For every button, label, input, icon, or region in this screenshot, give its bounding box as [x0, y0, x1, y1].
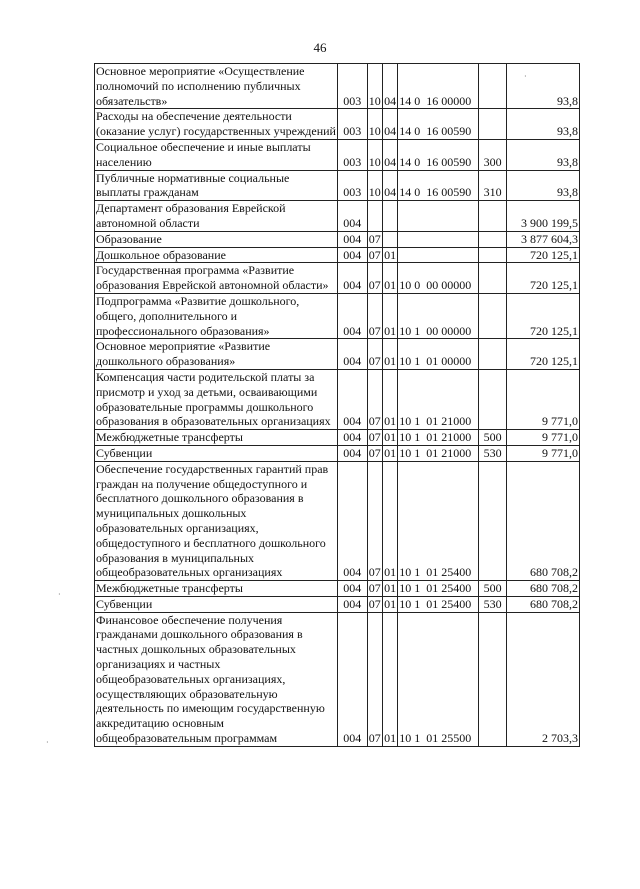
- target-article-code: 14 0 16 00590: [398, 170, 479, 201]
- row-name: Департамент образования Еврейской автономной области: [95, 201, 338, 232]
- subsection-code: [382, 201, 397, 232]
- expense-type-code: 500: [478, 581, 507, 597]
- row-name: Публичные нормативные социальные выплаты гражданам: [95, 170, 338, 201]
- ministry-code: 003: [338, 64, 368, 109]
- target-article-code: 10 1 01 21000: [398, 369, 479, 429]
- scan-speck: ·: [58, 590, 61, 599]
- amount: 680 708,2: [507, 596, 580, 612]
- expense-type-code: [478, 339, 507, 370]
- section-code: 07: [367, 263, 382, 294]
- target-article-code: 14 0 16 00590: [398, 139, 479, 170]
- table-row: [95, 170, 580, 201]
- ministry-code: 004: [338, 461, 368, 580]
- page-number: 46: [313, 40, 327, 55]
- target-article-code: [398, 201, 479, 232]
- table-row: [95, 581, 580, 597]
- ministry-code: 004: [338, 339, 368, 370]
- ministry-code: 003: [338, 139, 368, 170]
- section-code: 07: [367, 293, 382, 338]
- table-row: [95, 461, 580, 580]
- amount: 3 877 604,3: [507, 231, 580, 247]
- ministry-code: 004: [338, 201, 368, 232]
- amount: 93,8: [507, 64, 580, 109]
- section-code: 07: [368, 445, 381, 460]
- expense-type-code: [478, 64, 507, 109]
- section-code: 07: [368, 430, 381, 445]
- subsection-code: 04: [382, 64, 397, 109]
- table-row: [95, 231, 580, 247]
- ministry-code: 004: [338, 596, 368, 612]
- row-name: Расходы на обеспечение деятельности (оказание услуг) государственных учреждений: [96, 109, 336, 139]
- subsection-code: 01: [384, 445, 397, 460]
- row-name: Финансовое обеспечение получения гражданами дошкольного образования в частных дошкольных образовательных организациях и частных общеобразовательных организациях, осуществляющих образовательную деятельность по имеющим государственную аккредитацию основным общеобразовательным программам: [95, 612, 338, 746]
- amount: 720 125,1: [507, 293, 580, 338]
- table-row: [95, 596, 580, 612]
- ministry-code: 004: [338, 231, 368, 247]
- target-article-code: 10 1 01 25400: [398, 596, 479, 612]
- amount: 2 703,3: [507, 612, 580, 746]
- target-article-code: 10 1 01 00000: [398, 339, 479, 370]
- row-name: Подпрограмма «Развитие дошкольного, общего, дополнительного и профессионального образования»: [95, 293, 338, 338]
- table-row: [95, 263, 580, 294]
- subsection-code: 01: [382, 369, 397, 429]
- amount: 680 708,2: [507, 581, 580, 597]
- target-article-code: [398, 247, 479, 263]
- subsection-code: [382, 231, 397, 247]
- ministry-code: 004: [338, 369, 368, 429]
- expense-type-code: 300: [478, 139, 507, 170]
- target-article-code: 10 1 01 25400: [398, 461, 479, 580]
- section-code: 10: [367, 64, 382, 109]
- amount: 9 771,0: [507, 445, 580, 461]
- table-row: [95, 612, 580, 746]
- amount: 680 708,2: [507, 461, 580, 580]
- row-name: Субвенции: [95, 596, 338, 612]
- subsection-code: 01: [382, 263, 397, 294]
- expense-type-code: [478, 231, 507, 247]
- amount: 9 771,0: [507, 369, 580, 429]
- target-article-code: 10 1 01 25500: [398, 612, 479, 746]
- section-code: 07: [368, 596, 381, 611]
- ministry-code: 004: [338, 612, 368, 746]
- target-article-code: [398, 231, 479, 247]
- subsection-code: 04: [382, 109, 397, 140]
- row-name: Межбюджетные трансферты: [95, 430, 338, 446]
- ministry-code: 004: [338, 247, 368, 263]
- subsection-code: 04: [382, 170, 397, 201]
- row-name: Дошкольное образование: [95, 247, 338, 263]
- section-code: 07: [368, 247, 381, 262]
- row-name: Межбюджетные трансферты: [95, 581, 338, 597]
- table-row: [95, 293, 580, 338]
- amount: 720 125,1: [507, 339, 580, 370]
- table-row: [95, 247, 580, 263]
- row-name: Компенсация части родительской платы за присмотр и уход за детьми, осваивающими образовательные программы дошкольного образования в образовательных организациях: [95, 369, 338, 429]
- section-code: 10: [367, 139, 382, 170]
- row-name: Образование: [95, 231, 338, 247]
- subsection-code: 01: [382, 293, 397, 338]
- table-row: [95, 139, 580, 170]
- section-code: 07: [367, 369, 382, 429]
- expense-type-code: [478, 461, 507, 580]
- target-article-code: 10 1 01 21000: [398, 430, 479, 446]
- section-code: 07: [368, 231, 381, 246]
- expense-type-code: 530: [478, 596, 507, 612]
- target-article-code: 10 1 01 21000: [398, 445, 479, 461]
- table-row: [95, 64, 580, 109]
- expense-type-code: [478, 369, 507, 429]
- target-article-code: 14 0 16 00000: [398, 64, 479, 109]
- row-name: Социальное обеспечение и иные выплаты населению: [95, 139, 338, 170]
- subsection-code: 01: [384, 430, 397, 445]
- section-code: 07: [367, 612, 382, 746]
- amount: 93,8: [507, 170, 580, 201]
- row-name: Субвенции: [95, 445, 338, 461]
- table-row: [95, 339, 580, 370]
- row-name: Основное мероприятие «Осуществление полномочий по исполнению публичных обязательств»: [95, 64, 338, 109]
- budget-table-body: [95, 64, 580, 747]
- target-article-code: 14 0 16 00590: [398, 109, 479, 140]
- amount: 720 125,1: [507, 263, 580, 294]
- subsection-code: 04: [382, 139, 397, 170]
- section-code: 07: [368, 581, 381, 596]
- subsection-code: 01: [384, 247, 397, 262]
- ministry-code: 004: [338, 263, 368, 294]
- expense-type-code: 310: [478, 170, 507, 201]
- amount: 93,8: [507, 109, 580, 140]
- ministry-code: 003: [338, 109, 368, 140]
- budget-table: [94, 63, 580, 747]
- table-row: [95, 109, 580, 140]
- amount: 93,8: [507, 139, 580, 170]
- scan-speck: ·: [46, 738, 49, 747]
- target-article-code: 10 0 00 00000: [398, 263, 479, 294]
- target-article-code: 10 1 00 00000: [398, 293, 479, 338]
- section-code: 07: [367, 339, 382, 370]
- table-row: [95, 369, 580, 429]
- expense-type-code: [478, 109, 507, 140]
- amount: 9 771,0: [507, 430, 580, 446]
- amount: 720 125,1: [507, 247, 580, 263]
- ministry-code: 003: [338, 170, 368, 201]
- section-code: 10: [367, 170, 382, 201]
- expense-type-code: 500: [478, 430, 507, 446]
- table-row: [95, 430, 580, 446]
- subsection-code: 01: [382, 461, 397, 580]
- row-name: Основное мероприятие «Развитие дошкольного образования»: [95, 339, 338, 370]
- amount: 3 900 199,5: [507, 201, 580, 232]
- ministry-code: 004: [338, 293, 368, 338]
- row-name: Обеспечение государственных гарантий прав граждан на получение общедоступного и бесплатного дошкольного образования в муниципальных дошкольных образовательных организациях, общедоступного и бесплатного дошкольного образования в муниципальных общеобразовательных организациях: [95, 461, 338, 580]
- expense-type-code: 530: [478, 445, 507, 461]
- scan-speck: ·: [524, 72, 527, 81]
- section-code: [367, 201, 382, 232]
- section-code: 07: [367, 461, 382, 580]
- row-name: Государственная программа «Развитие образования Еврейской автономной области»: [95, 263, 338, 294]
- ministry-code: 004: [338, 445, 368, 461]
- subsection-code: 01: [382, 339, 397, 370]
- target-article-code: 10 1 01 25400: [398, 581, 479, 597]
- subsection-code: 01: [384, 596, 397, 611]
- expense-type-code: [478, 612, 507, 746]
- section-code: 10: [367, 109, 382, 140]
- ministry-code: 004: [338, 581, 368, 597]
- expense-type-code: [478, 293, 507, 338]
- subsection-code: 01: [384, 581, 397, 596]
- expense-type-code: [478, 201, 507, 232]
- expense-type-code: [478, 247, 507, 263]
- ministry-code: 004: [338, 430, 368, 446]
- table-row: [95, 201, 580, 232]
- expense-type-code: [478, 263, 507, 294]
- subsection-code: 01: [382, 612, 397, 746]
- table-row: [95, 445, 580, 461]
